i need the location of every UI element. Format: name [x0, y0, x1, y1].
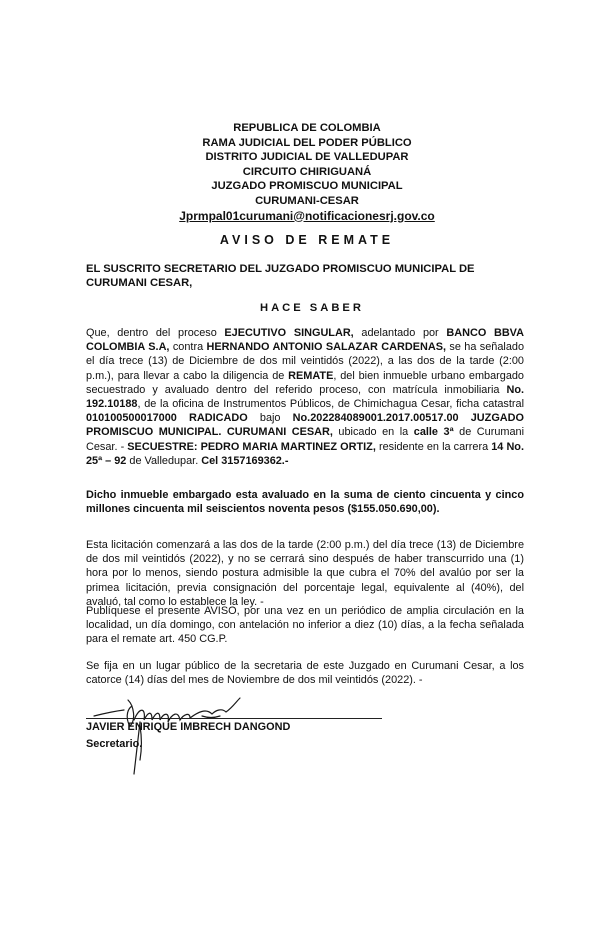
court-header [0, 121, 614, 223]
paragraph-licitacion: Esta licitación comenzará a las dos de la tarde (2:00 p.m.) del día trece (13) de Diciembre de dos mil veintidós (2022), y no se cerrará sino después de haber transcurrido una (1) hora por lo menos, siendo postura admisible la que cubra el 70% del avalúo por ser la primea licitación, previa consignación del porcentaje legal, equivalente al (40%), del avaluó, tal como lo establece la ley. - [86, 539, 524, 608]
p1-bold: 010100500017000 RADICADO [86, 412, 248, 425]
header-line-rama: RAMA JUDICIAL DEL PODER PÚBLICO [202, 136, 412, 149]
p1-bold: No. 192.10188 [86, 383, 524, 411]
paragraph-fijacion: Se fija en un lugar público de la secretaria de este Juzgado en Curumani Cesar, a los catorce (14) días del mes de Noviembre de dos mil veintidós (2022). - [86, 660, 524, 687]
paragraph-publiquese: Publíquese el presente AVISO, por una vez en un periódico de amplia circulación en la localidad, un día domingo, con antelación no inferior a diez (10) días, a la fecha señalada para el remate art. 450 CG.P. [86, 605, 524, 646]
p1-text: se ha señalado el día trece (13) de Diciembre de dos mil veintidós (2022), a las dos de la tarde (2:00 p.m.), para llevar a cabo la diligencia de [86, 341, 525, 382]
p1-bold: EJECUTIVO SINGULAR, [224, 327, 354, 339]
p1-bold: BANCO BBVA COLOMBIA S.A, [86, 327, 525, 354]
hace-saber-heading: HACE SABER [260, 302, 364, 314]
p1-bold: calle 3ª [413, 426, 454, 439]
intro-statement: EL SUSCRITO SECRETARIO DEL JUZGADO PROMISCUO MUNICIPAL DE CURUMANI CESAR, [86, 263, 475, 289]
p1-text: residente en la carrera [375, 440, 492, 453]
p1-text: contra [169, 341, 207, 354]
p1-bold: Cel 3157169362.- [201, 454, 289, 467]
header-line-circuito: CIRCUITO CHIRIGUANÁ [242, 165, 372, 178]
p1-bold: 14 No. 25ª – 92 [86, 440, 524, 467]
p1-bold: REMATE [288, 369, 334, 382]
header-line-municipio: CURUMANI-CESAR [255, 194, 359, 207]
paragraph-proceso [86, 326, 524, 468]
p1-text: Que, dentro del proceso [86, 327, 225, 339]
header-line-juzgado: JUZGADO PROMISCUO MUNICIPAL [211, 180, 403, 193]
p1-bold: No.202284089001.2017.00517.00 JUZGADO PROMISCUO MUNICIPAL. CURUMANI CESAR, [86, 412, 524, 439]
p1-text: ubicado en la [332, 426, 414, 439]
p1-text: , de la oficina de Instrumentos Públicos, de Chimichagua Cesar, ficha catastral [137, 398, 524, 411]
p1-text: de Curumani Cesar. - [86, 426, 524, 453]
p1-text: , del bien inmueble urbano embargado secuestrado y avaluado dentro del referido proceso, con matrícula inmobiliaria [86, 369, 524, 396]
p1-text: adelantado por [353, 327, 447, 339]
p1-bold: HERNANDO ANTONIO SALAZAR CARDENAS, [206, 341, 447, 354]
header-line-republic: REPUBLICA DE COLOMBIA [233, 122, 381, 134]
paragraph-avaluo: Dicho inmueble embargado esta avaluado en la suma de ciento cincuenta y cinco millones cincuenta mil seiscientos noventa pesos ($155.050.690,00). [86, 489, 524, 516]
document-title: AVISO DE REMATE [219, 233, 395, 247]
signature-line [86, 718, 382, 719]
p1-text: de Valledupar. [126, 454, 202, 467]
signer-name: JAVIER ENRIQUE IMBRECH DANGOND [86, 721, 291, 733]
p1-bold: SECUESTRE: PEDRO MARIA MARTINEZ ORTIZ, [127, 440, 376, 453]
header-line-distrito: DISTRITO JUDICIAL DE VALLEDUPAR [205, 151, 409, 164]
signer-role: Secretario. [86, 738, 143, 750]
header-email-link[interactable]: Jprmpal01curumani@notificacionesrj.gov.co [179, 208, 435, 223]
p1-text: bajo [247, 412, 293, 425]
